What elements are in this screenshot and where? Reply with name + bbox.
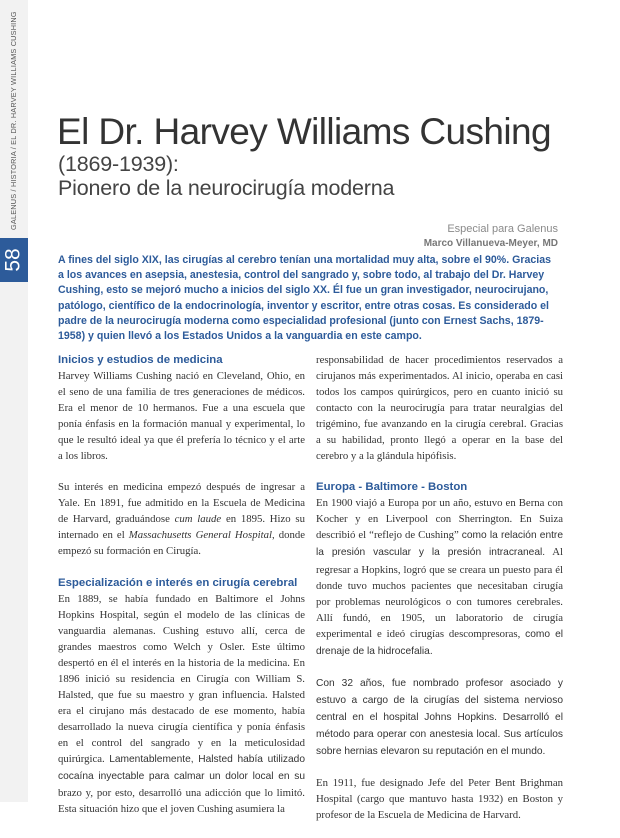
lead-paragraph: A fines del siglo XIX, las cirugías al cerebro tenían una mortalidad muy alta, sobre el 90%. Gracias a los avances en asepsia, anestesia, control del sangrado y, sobre todo, al trabajo del Dr. Harvey Cushing, esto se mejoró mucho a inicios del siglo XX. Él fue un gran investigador, neurocirujano, patólogo, científico de la endocrinología, inventor y escritor, entre otras cosas. Es considerado el padre de la neurocirugía moderna como especialidad profesional (junto con Ernest Sachs, 1879-1958) y quien llevó a los Estados Unidos a la vanguardia en este campo. (58, 254, 551, 343)
paragraph: Con 32 años, fue nombrado profesor asociado y estuvo a cargo de la cirugías del sistema nervioso central en el hospital Johns Hopkins. Desarrolló el método para operar con anestesia local. Sus artículos sobre hernias elevaron su reputación en el mundo. (316, 677, 563, 757)
paragraph: En 1900 viajó a Europa por un año, estuvo en Berna con Kocher y en Liverpool con Sherrington. En Suiza describió el “reflejo de Cushing” como la relación entre la presión vascular y la presión intracraneal. Al regresar a Hopkins, logró que se creara un puesto para él donde tuvo muchos pacientes que necesitaban cirugía por problemas neurológicos o con tumores cerebrales. Allí fundó, en 1905, un laboratorio de cirugía experimental e ideó cirugías descompresoras, como el drenaje de la hidrocefalia. (316, 497, 563, 657)
byline-author: Marco Villanueva-Meyer, MD (423, 238, 558, 249)
right-column (316, 352, 563, 838)
left-column (58, 352, 305, 832)
magazine-page: 58 GALENUS / HISTORIA / EL DR. HARVEY WILLIAMS CUSHING El Dr. Harvey Williams Cushing (1869-1939): Pionero de la neurocirugía moderna Especial para Galenus Marco Villanueva-Meyer, MD A fines del siglo XIX, las cirugías al cerebro tenían una mortalidad muy alta, sobre el 90%. Gracias a los avances en asepsia, anestesia, control del sangrado y, sobre todo, al trabajo del Dr. Harvey Cushing, esto se mejoró mucho a inicios del siglo XX. Él fue un gran investigador, neurocirujano, patólogo, científico de la endocrinología, inventor y escritor, entre otras cosas. Es considerado el padre de la neurocirugía moderna como especialidad profesional (junto con Ernest Sachs, 1879-1958) y quien llevó a los Estados Unidos a la vanguardia en este campo. Inicios y estudios de medicina Harvey Williams Cushing nació en Cleveland, Ohio, en el seno de una familia de tres generaciones de médicos. Era el menor de 10 hermanos. Fue a una escuela que ponía énfasis en la formación manual y experimental, lo que le resultó ideal ya que él prefería lo técnico y el arte a los libros. Su interés en medicina empezó después de ingresar a Yale. En 1891, fue admitido en la Escuela de Medicina de Harvard, graduándose cum laude en 1895. Hizo su internado en el Massachusetts General Hospital, donde empezó su formación en Cirugía. Especialización e interés en cirugía cerebral En 1889, se había fundado en Baltimore el Johns Hopkins Hospital, según el modelo de las clínicas de vanguardia alemanas. Cushing estuvo allí, cerca de grandes maestros como Welch y Osler. Este último despertó en él el interés en la historia de la medicina. En 1896 inició su residencia en Cirugía con William S. Halsted, que fue su maestro y gran influencia. Halsted era el cirujano más destacado de ese momento, había desarrollado la nueva cirugía científica y ponía énfasis en el control del sangrado y en la meticulosidad quirúrgica. Lamentablemente, Halsted había utilizado cocaína inyectable para calmar un dolor local en su brazo y, por esto, desarrolló una adicción que lo limitó. Esta situación hizo que el joven Cushing asumiera la responsabilidad de hacer procedimientos reservados a cirujanos más experimentados. Al inicio, operaba en casi todos los campos quirúrgicos, pero en cuanto inició su contacto con la neurocirugía para tratar neuralgias del trigémino, fue avanzando en la cirugía cerebral. Gracias a su habilidad, pronto llegó a operar en la base del cerebro y a la glándula hipófisis. Europa - Baltimore - Boston En 1900 viajó a Europa por un año, estuvo en Berna con Kocher y en Liverpool con Sherrington. En Suiza describió el “reflejo de Cushing” como la relación entre la presión vascular y la presión intracraneal. Al regresar a Hopkins, logró que se creara un puesto para él donde tuvo muchos pacientes que necesitaban cirugía por problemas neurológicos o con tumores cerebrales. Allí fundó, en 1905, un laboratorio de cirugía experimental e ideó cirugías descompresoras, como el drenaje de la hidrocefalia. Con 32 años, fue nombrado profesor asociado y estuvo a cargo de la cirugías del sistema nervioso central en el hospital Johns Hopkins. Desarrolló el método para operar con anestesia local. Sus artículos sobre hernias elevaron su reputación en el mundo. En 1911, fue designado Jefe del Peter Bent Brighman Hospital (cargo que mantuvo hasta 1932) en Boston y profesor de la Escuela de Medicina de Harvard. (0, 0, 620, 802)
section-heading-inicios: Inicios y estudios de medicina (58, 354, 223, 366)
section-heading-europa: Europa - Baltimore - Boston (316, 481, 468, 494)
article-title: El Dr. Harvey Williams Cushing (57, 111, 551, 152)
section-heading-especializacion: Especialización e interés en cirugía cerebral (58, 576, 298, 589)
paragraph: Harvey Williams Cushing nació en Cleveland, Ohio, en el seno de una familia de tres generaciones de médicos. Era el menor de 10 hermanos. Fue a una escuela que ponía énfasis en la formación manual y experimental, lo que le resultó ideal ya que él prefería lo técnico y el arte a los libros. (58, 370, 305, 463)
paragraph: Su interés en medicina empezó después de ingresar a Yale. En 1891, fue admitido en la Escuela de Medicina de Harvard, graduándose cum laude en 1895. Hizo su internado en el Massachusetts General Hospital, donde empezó su formación en Cirugía. (58, 481, 305, 558)
byline-special: Especial para Galenus (447, 223, 558, 235)
page-number: 58 (1, 248, 25, 272)
paragraph: responsabilidad de hacer procedimientos reservados a cirujanos más experimentados. Al inicio, operaba en casi todos los campos quirúrgicos, pero en cuanto inició su contacto con la neurocirugía para tratar neuralgias del trigémino, fue avanzando en la cirugía cerebral. Gracias a su habilidad, pronto llegó a operar en la base del cerebro y a la glándula hipófisis. (316, 354, 563, 463)
article-subtitle: Pionero de la neurocirugía moderna (58, 176, 395, 200)
paragraph: En 1889, se había fundado en Baltimore el Johns Hopkins Hospital, según el modelo de las clínicas de vanguardia alemanas. Cushing estuvo allí, cerca de grandes maestros como Welch y Osler. Este último despertó en él el interés en la historia de la medicina. En 1896 inició su residencia en Cirugía con William S. Halsted, que fue su maestro y gran influencia. Halsted era el cirujano más destacado de ese momento, había desarrollado la nueva cirugía científica y ponía énfasis en el control del sangrado y en la meticulosidad quirúrgica. Lamentablemente, Halsted había utilizado cocaína inyectable para calmar un dolor local en su brazo y, por esto, desarrolló una adicción que lo limitó. Esta situación hizo que el joven Cushing asumiera la (58, 592, 306, 816)
paragraph: En 1911, fue designado Jefe del Peter Bent Brighman Hospital (cargo que mantuvo hasta 1932) en Boston y profesor de la Escuela de Medicina de Harvard. (316, 777, 563, 822)
article-years: (1869-1939): (58, 152, 179, 176)
